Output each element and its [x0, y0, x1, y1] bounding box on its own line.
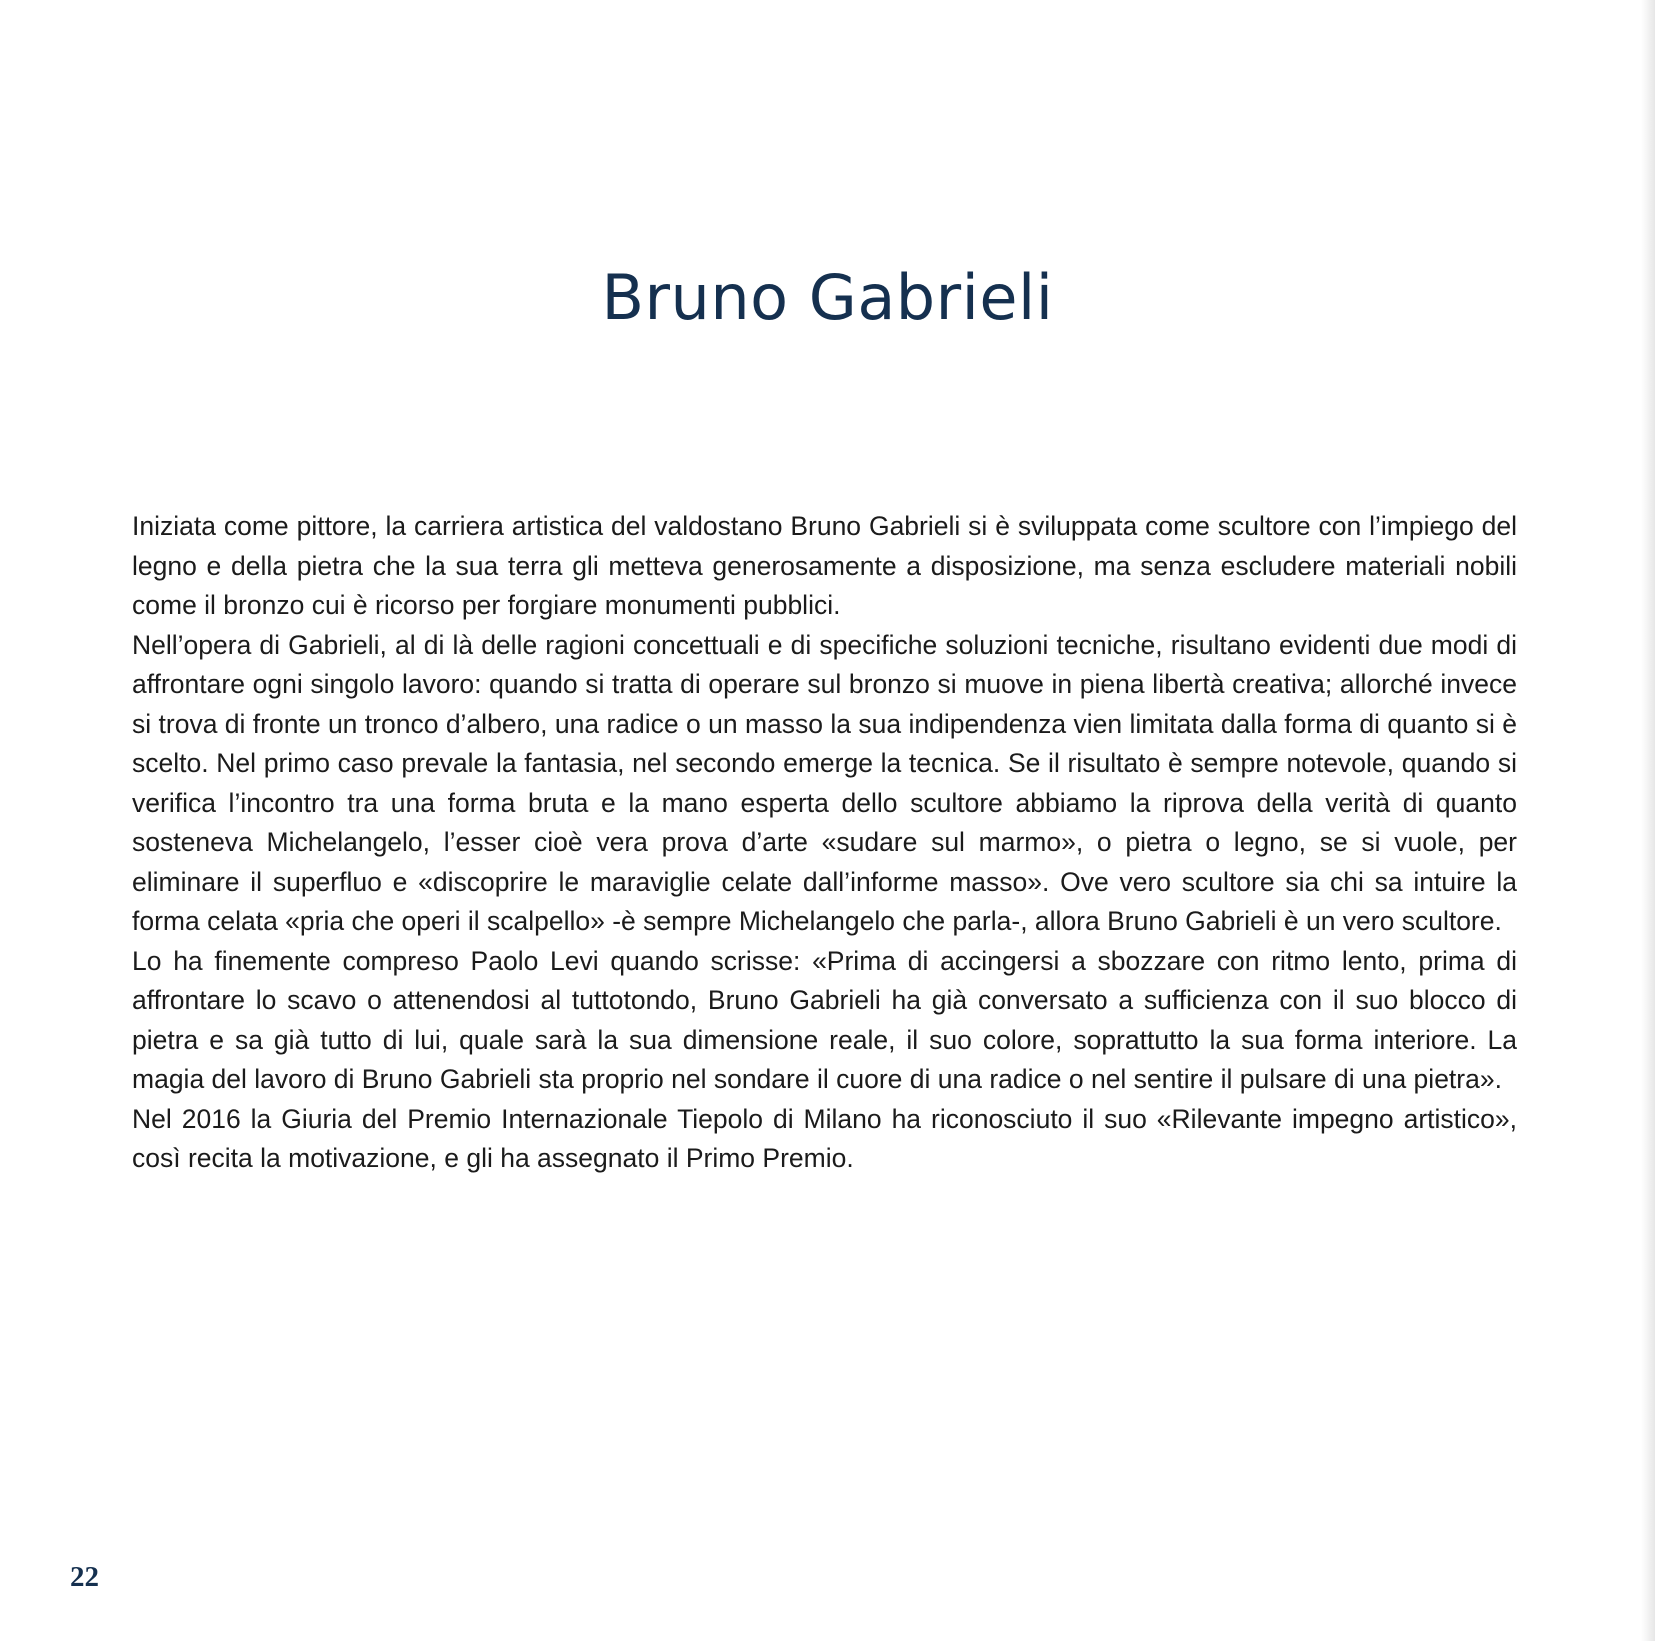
paragraph-intro: Iniziata come pittore, la carriera artistica del valdostano Bruno Gabrieli si è sviluppata come scultore con l’impiego del legno e della pietra che la sua terra gli metteva generosamente a disposizione, ma senza escludere materiali nobili come il bronzo cui è ricorso per forgiare monumenti pubblici.: [132, 511, 1517, 620]
paragraph-award: Nel 2016 la Giuria del Premio Internazionale Tiepolo di Milano ha riconosciuto il suo «Rilevante impegno artistico», così recita la motivazione, e gli ha assegnato il Primo Premio.: [132, 1103, 1517, 1173]
paragraph-quote-levi: Lo ha finemente compreso Paolo Levi quando scrisse: «Prima di accingersi a sbozzare con ritmo lento, prima di affrontare lo scavo o attenendosi al tuttotondo, Bruno Gabrieli ha già conversato a sufficienza con il suo blocco di pietra e sa già tutto di lui, quale sarà la sua dimensione reale, il suo colore, soprattutto la sua forma interiore. La magia del lavoro di Bruno Gabrieli sta proprio nel sondare il cuore di una radice o nel sentire il pulsare di una pietra».: [132, 945, 1517, 1094]
page-edge-shadow: [1641, 0, 1655, 1641]
page-title: Bruno Gabrieli: [601, 261, 1054, 334]
page-number: 22: [70, 1561, 99, 1593]
article-body: [132, 507, 1517, 1179]
paragraph-technique: Nell’opera di Gabrieli, al di là delle ragioni concettuali e di specifiche soluzioni tecniche, risultano evidenti due modi di affrontare ogni singolo lavoro: quando si tratta di operare sul bronzo si muove in piena libertà creativa; allorché invece si trova di fronte un tronco d’albero, una radice o un masso la sua indipendenza vien limitata dalla forma di quanto si è scelto. Nel primo caso prevale la fantasia, nel secondo emerge la tecnica. Se il risultato è sempre notevole, quando si verifica l’incontro tra una forma bruta e la mano esperta dello scultore abbiamo la riprova della verità di quanto sosteneva Michelangelo, l’esser cioè vera prova d’arte «sudare sul marmo», o pietra o legno, se si vuole, per eliminare il superfluo e «discoprire le maraviglie celate dall’informe masso». Ove vero scultore sia chi sa intuire la forma celata «pria che operi il scalpello» -è sempre Michelangelo che parla-, allora Bruno Gabrieli è un vero scultore.: [132, 629, 1517, 936]
